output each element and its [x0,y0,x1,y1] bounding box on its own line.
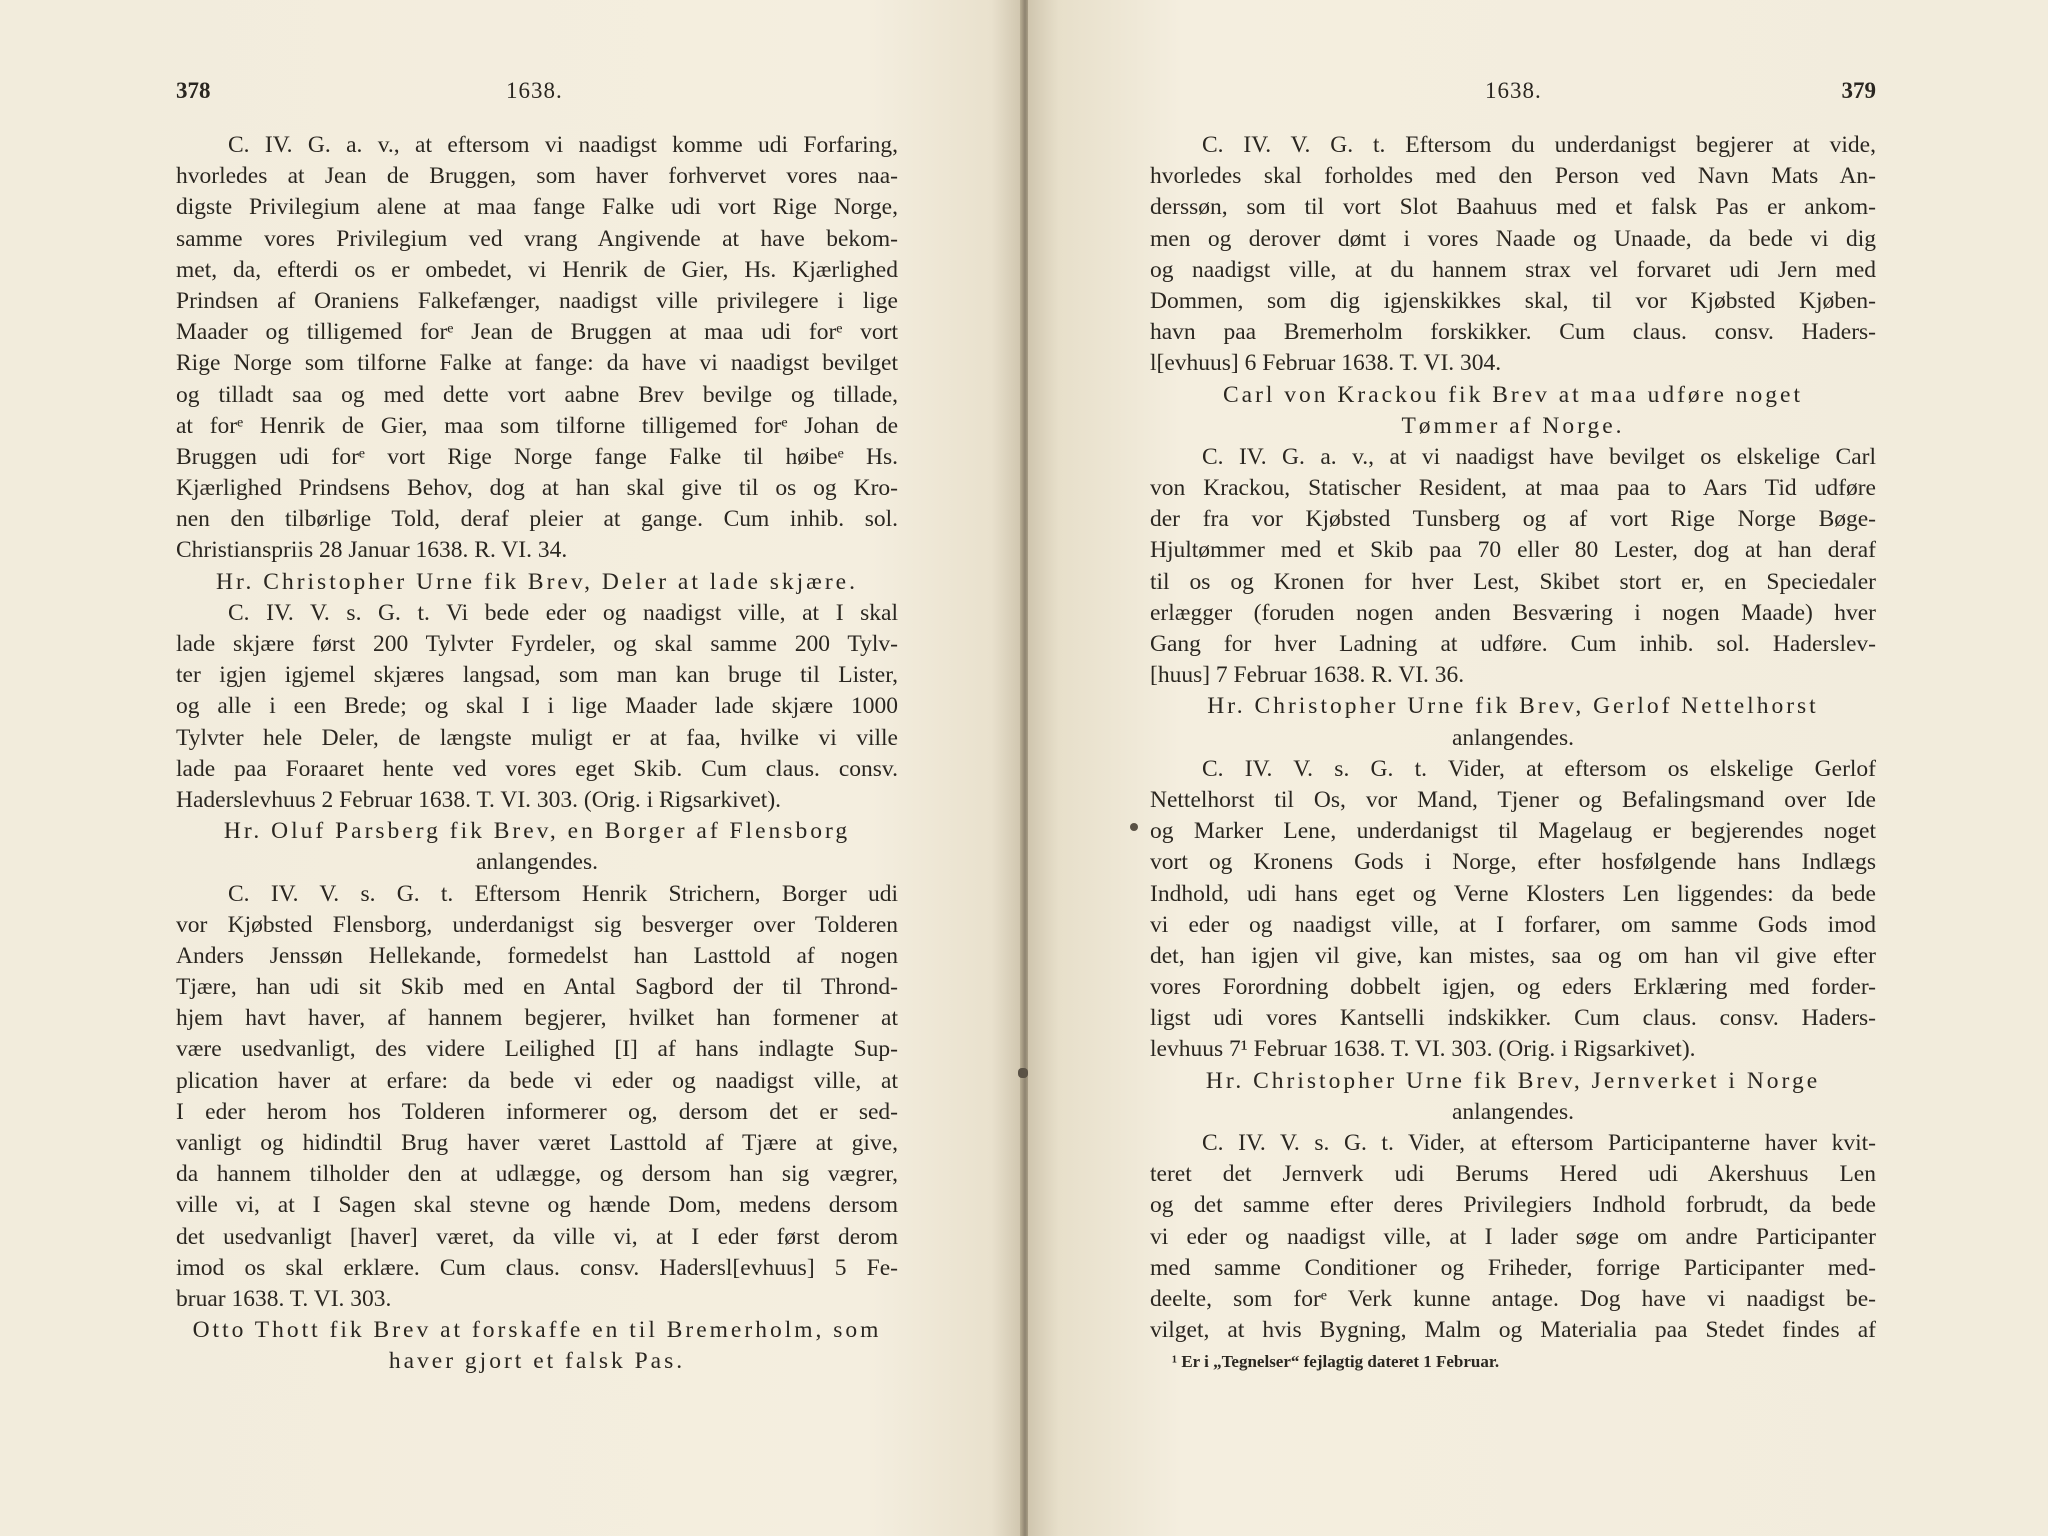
text-line: Tjære, han udi sit Skib med en Antal Sagbord der til Thrond- [176,974,898,1001]
text-line: bruar 1638. T. VI. 303. [176,1285,392,1312]
text-line: Hr. Oluf Parsberg fik Brev, en Borger af Flensborg [223,818,851,845]
text-line: vort og Kronens Gods i Norge, efter hosfølgende hans Indlægs [1150,849,1876,876]
right-page-text [1150,130,1876,1376]
text-line: anlangendes. [1451,724,1575,751]
text-line: hvorledes skal forholdes med den Person ved Navn Mats An- [1150,163,1876,190]
text-line: Tømmer af Norge. [1401,412,1625,439]
text-line: vores Forordning dobbelt igjen, og eders Erklæring med forder- [1150,974,1876,1001]
text-line: C. IV. V. s. G. t. Vi bede eder og naadigst ville, at I skal [228,599,898,626]
text-line: teret det Jernverk udi Berums Hered udi Akershuus Len [1150,1161,1876,1188]
text-line: hjem havt haver, af hannem begjerer, hvilket han formener at [176,1005,898,1032]
text-line: met, da, efterdi os er ombedet, vi Henrik de Gier, Hs. Kjærlighed [176,256,898,283]
text-line: levhuus 7¹ Februar 1638. T. VI. 303. (Orig. i Rigsarkivet). [1150,1036,1696,1063]
text-line: Hr. Christopher Urne fik Brev, Jernverket i Norge [1205,1067,1821,1094]
text-line: anlangendes. [1451,1098,1575,1125]
text-line: ter igjen igjemel skjæres langsad, som man kan bruge til Lister, [176,662,898,689]
text-line: lade skjære først 200 Tylvter Fyrdeler, og skal samme 200 Tylv- [176,631,898,657]
text-line: [huus] 7 Februar 1638. R. VI. 36. [1150,662,1465,689]
text-line: erlægger (foruden nogen anden Besværing i nogen Maade) hver [1150,599,1876,626]
text-line: Indhold, udi hans eget og Verne Klosters Len liggendes: da bede [1150,880,1876,907]
right-page-number: 379 [1841,78,1876,103]
text-line: vi eder og naadigst ville, at I forfarer, om samme Gods imod [1150,911,1876,938]
text-line: og tilladt saa og med dette vort aabne Brev bevilge og tillade, [176,381,898,408]
text-line: til os og Kronen for hver Lest, Skibet stort er, en Speciedaler [1150,568,1876,595]
left-running-head [176,78,898,110]
text-line: imod os skal erklære. Cum claus. consv. Hadersl[evhuus] 5 Fe- [176,1254,898,1281]
left-page-number: 378 [176,78,211,103]
text-line: nen den tilbørlige Told, deraf pleier at gange. Cum inhib. sol. [176,506,898,533]
left-page-text [176,130,898,1378]
text-line: og det samme efter deres Privilegiers Indhold forbrudt, da bede [1150,1192,1876,1219]
text-line: Bruggen udi forᵉ vort Rige Norge fange Falke til høibeᵉ Hs. [176,443,898,470]
text-line: ville vi, at I Sagen skal stevne og hænde Dom, medens dersom [176,1192,898,1219]
text-line: l[evhuus] 6 Februar 1638. T. VI. 304. [1150,350,1502,377]
text-line: Kjærlighed Prindsens Behov, dog at han skal give til os og Kro- [176,475,898,502]
text-line: Hr. Christopher Urne fik Brev, Gerlof Nettelhorst [1207,693,1819,720]
text-line: Otto Thott fik Brev at forskaffe en til Bremerholm, som [192,1317,882,1344]
text-line: havn paa Bremerholm forskikker. Cum claus. consv. Haders- [1150,319,1876,346]
left-year-heading: 1638. [506,78,563,103]
text-line: derssøn, som til vort Slot Baahuus med et falsk Pas er ankom- [1150,194,1876,221]
footnote: ¹ Er i „Tegnelser“ fejlagtig dateret 1 Februar. [1172,1352,1500,1372]
text-line: Dommen, som dig igjenskikkes skal, til vor Kjøbsted Kjøben- [1150,287,1876,314]
text-line: Christianspriis 28 Januar 1638. R. VI. 34. [176,537,568,564]
text-line: I eder herom hos Tolderen informerer og, dersom det er sed- [176,1098,898,1125]
text-line: vi eder og naadigst ville, at I lader søge om andre Participanter [1150,1223,1876,1250]
text-line: være usedvanligt, des videre Leilighed [I] af hans indlagte Sup- [176,1036,898,1063]
right-running-head [1150,78,1876,110]
text-line: von Krackou, Statischer Resident, at maa paa to Aars Tid udføre [1150,475,1876,502]
text-line: det, han igjen vil give, kan mistes, saa og om han vil give efter [1150,942,1876,969]
text-line: Carl von Krackou fik Brev at maa udføre noget [1222,381,1804,408]
margin-mark [1130,823,1138,831]
text-line: deelte, som forᵉ Verk kunne antage. Dog have vi naadigst be- [1150,1285,1876,1312]
text-line: Maader og tilligemed forᵉ Jean de Bruggen at maa udi forᵉ vort [176,319,898,346]
text-line: C. IV. G. a. v., at vi naadigst have bevilget os elskelige Carl [1202,443,1876,470]
text-line: Prindsen af Oraniens Falkefænger, naadigst ville privilegere i lige [176,287,898,314]
text-line: Gang for hver Ladning at udføre. Cum inhib. sol. Haderslev- [1150,631,1876,657]
text-line: C. IV. V. s. G. t. Vider, at eftersom os elskelige Gerlof [1202,755,1876,782]
text-line: Hjultømmer med et Skib paa 70 eller 80 Lester, dog at han deraf [1150,537,1876,564]
text-line: det usedvanligt [haver] været, da ville vi, at I eder først derom [176,1223,898,1250]
gutter-mark [1018,1068,1028,1078]
text-line: at forᵉ Henrik de Gier, maa som tilforne tilligemed forᵉ Johan de [176,412,898,439]
text-line: der fra vor Kjøbsted Tunsberg og af vort Rige Norge Bøge- [1150,506,1876,533]
text-line: Anders Jenssøn Hellekande, formedelst han Lasttold af nogen [176,942,898,969]
text-line: vor Kjøbsted Flensborg, underdanigst sig besverger over Tolderen [176,911,898,938]
text-line: Tylvter hele Deler, de længste muligt er at faa, hvilke vi ville [176,724,898,751]
text-line: anlangendes. [475,849,599,876]
text-line: men og derover dømt i vores Naade og Unaade, da bede vi dig [1150,225,1876,252]
text-line: lade paa Foraaret hente ved vores eget Skib. Cum claus. consv. [176,755,898,782]
text-line: hvorledes at Jean de Bruggen, som haver forhvervet vores naa- [176,163,898,190]
text-line: plication haver at erfare: da bede vi eder og naadigst ville, at [176,1067,898,1094]
text-line: med samme Conditioner og Friheder, forrige Participanter med- [1150,1254,1876,1281]
text-line: haver gjort et falsk Pas. [388,1348,686,1375]
text-line: Hr. Christopher Urne fik Brev, Deler at lade skjære. [216,568,858,595]
text-line: C. IV. V. s. G. t. Eftersom Henrik Strichern, Borger udi [228,880,898,907]
text-line: vilget, at hvis Bygning, Malm og Materialia paa Stedet findes af [1150,1317,1876,1344]
text-line: Haderslevhuus 2 Februar 1638. T. VI. 303. (Orig. i Rigsarkivet). [176,786,782,813]
text-line: og Marker Lene, underdanigst til Magelaug er begjerendes noget [1150,818,1876,845]
text-line: C. IV. V. s. G. t. Vider, at eftersom Participanterne haver kvit- [1202,1130,1876,1156]
text-line: C. IV. G. a. v., at eftersom vi naadigst komme udi Forfaring, [228,132,898,158]
text-line: og alle i een Brede; og skal I i lige Maader lade skjære 1000 [176,693,898,720]
text-line: og naadigst ville, at du hannem strax vel forvaret udi Jern med [1150,256,1876,283]
text-line: vanligt og hidindtil Brug haver været Lasttold af Tjære at give, [176,1130,898,1156]
text-line: C. IV. V. G. t. Eftersom du underdanigst begjerer at vide, [1202,132,1876,158]
right-year-heading: 1638. [1485,78,1542,103]
text-line: digste Privilegium alene at maa fange Falke udi vort Rige Norge, [176,194,898,221]
text-line: Nettelhorst til Os, vor Mand, Tjener og Befalingsmand over Ide [1150,786,1876,813]
text-line: da hannem tilholder den at udlægge, og dersom han sig vægrer, [176,1161,898,1188]
text-line: ligst udi vores Kantselli indskikker. Cum claus. consv. Haders- [1150,1005,1876,1032]
text-line: samme vores Privilegium ved vrang Angivende at have bekom- [176,225,898,252]
text-line: Rige Norge som tilforne Falke at fange: da have vi naadigst bevilget [176,350,898,377]
